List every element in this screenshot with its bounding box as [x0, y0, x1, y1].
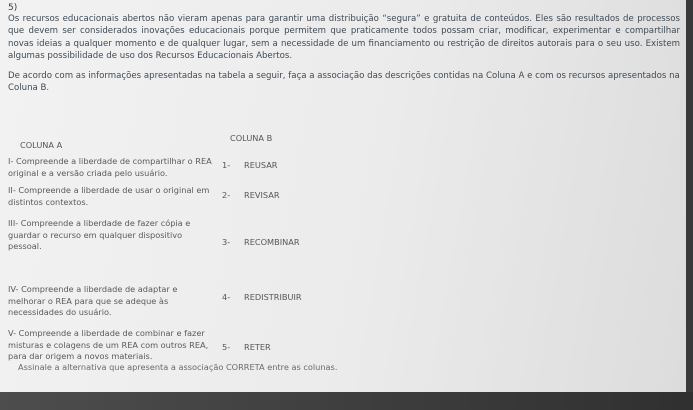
column-a-item-5: V- Compreende a liberdade de combinar e fazer misturas e colagens de um REA com outros REA, para dar origem a novos materiais. [8, 328, 209, 361]
column-a-header: COLUNA A [20, 140, 63, 150]
column-b-item-number: 5- [222, 342, 231, 352]
question-prompt: De acordo com as informações apresentadas na tabela a seguir, faça a associação das descrições contidas na Coluna A e com os recursos apresentados na Coluna B. [8, 71, 680, 94]
column-b-item-label: REUSAR [244, 160, 278, 170]
column-b-item-5 [222, 342, 271, 352]
column-b-item-2 [222, 190, 280, 200]
column-b-item-label: RECOMBINAR [244, 237, 300, 247]
question-number: 5) [8, 3, 18, 13]
column-b-item-number: 3- [222, 237, 231, 247]
column-a-item-3: III- Compreende a liberdade de fazer cópia e guardar o recurso em qualquer dispositivo pessoal. [8, 218, 191, 251]
column-b-header: COLUNA B [230, 133, 273, 143]
column-b-item-label: REVISAR [244, 190, 280, 200]
column-b-item-number: 2- [222, 190, 231, 200]
column-b-item-1 [222, 160, 278, 170]
column-b-item-label: RETER [244, 342, 271, 352]
screen-edge-bottom [0, 392, 693, 410]
column-b-item-3 [222, 237, 300, 247]
column-b-item-number: 4- [222, 292, 231, 302]
column-b-item-4 [222, 292, 302, 302]
screen-edge-right [686, 0, 693, 392]
column-b-item-number: 1- [222, 160, 231, 170]
question-instruction: Assinale a alternativa que apresenta a associação CORRETA entre as colunas. [18, 362, 338, 372]
column-a-item-2: II- Compreende a liberdade de usar o original em distintos contextos. [8, 185, 210, 207]
column-a-item-1: I- Compreende a liberdade de compartilhar o REA original e a versão criada pelo usuário. [8, 156, 212, 178]
column-b-item-label: REDISTRIBUIR [244, 292, 302, 302]
question-intro: Os recursos educacionais abertos não vieram apenas para garantir uma distribuição “segura” e gratuita de conteúdos. Eles são resultados de processos que devem ser considerados inovações educacionais porque permitem que praticamente todos possam criar, modificar, experimentar e compartilhar novas ideias a qualquer momento e de qualquer lugar, sem a necessidade de um financiamento ou restrição de direitos autorais para o seu uso. Existem algumas possibilidade de uso dos Recursos Educacionais Abertos. [8, 14, 680, 61]
column-a-item-4: IV- Compreende a liberdade de adaptar e melhorar o REA para que se adeque às necessidades do usuário. [8, 284, 178, 317]
